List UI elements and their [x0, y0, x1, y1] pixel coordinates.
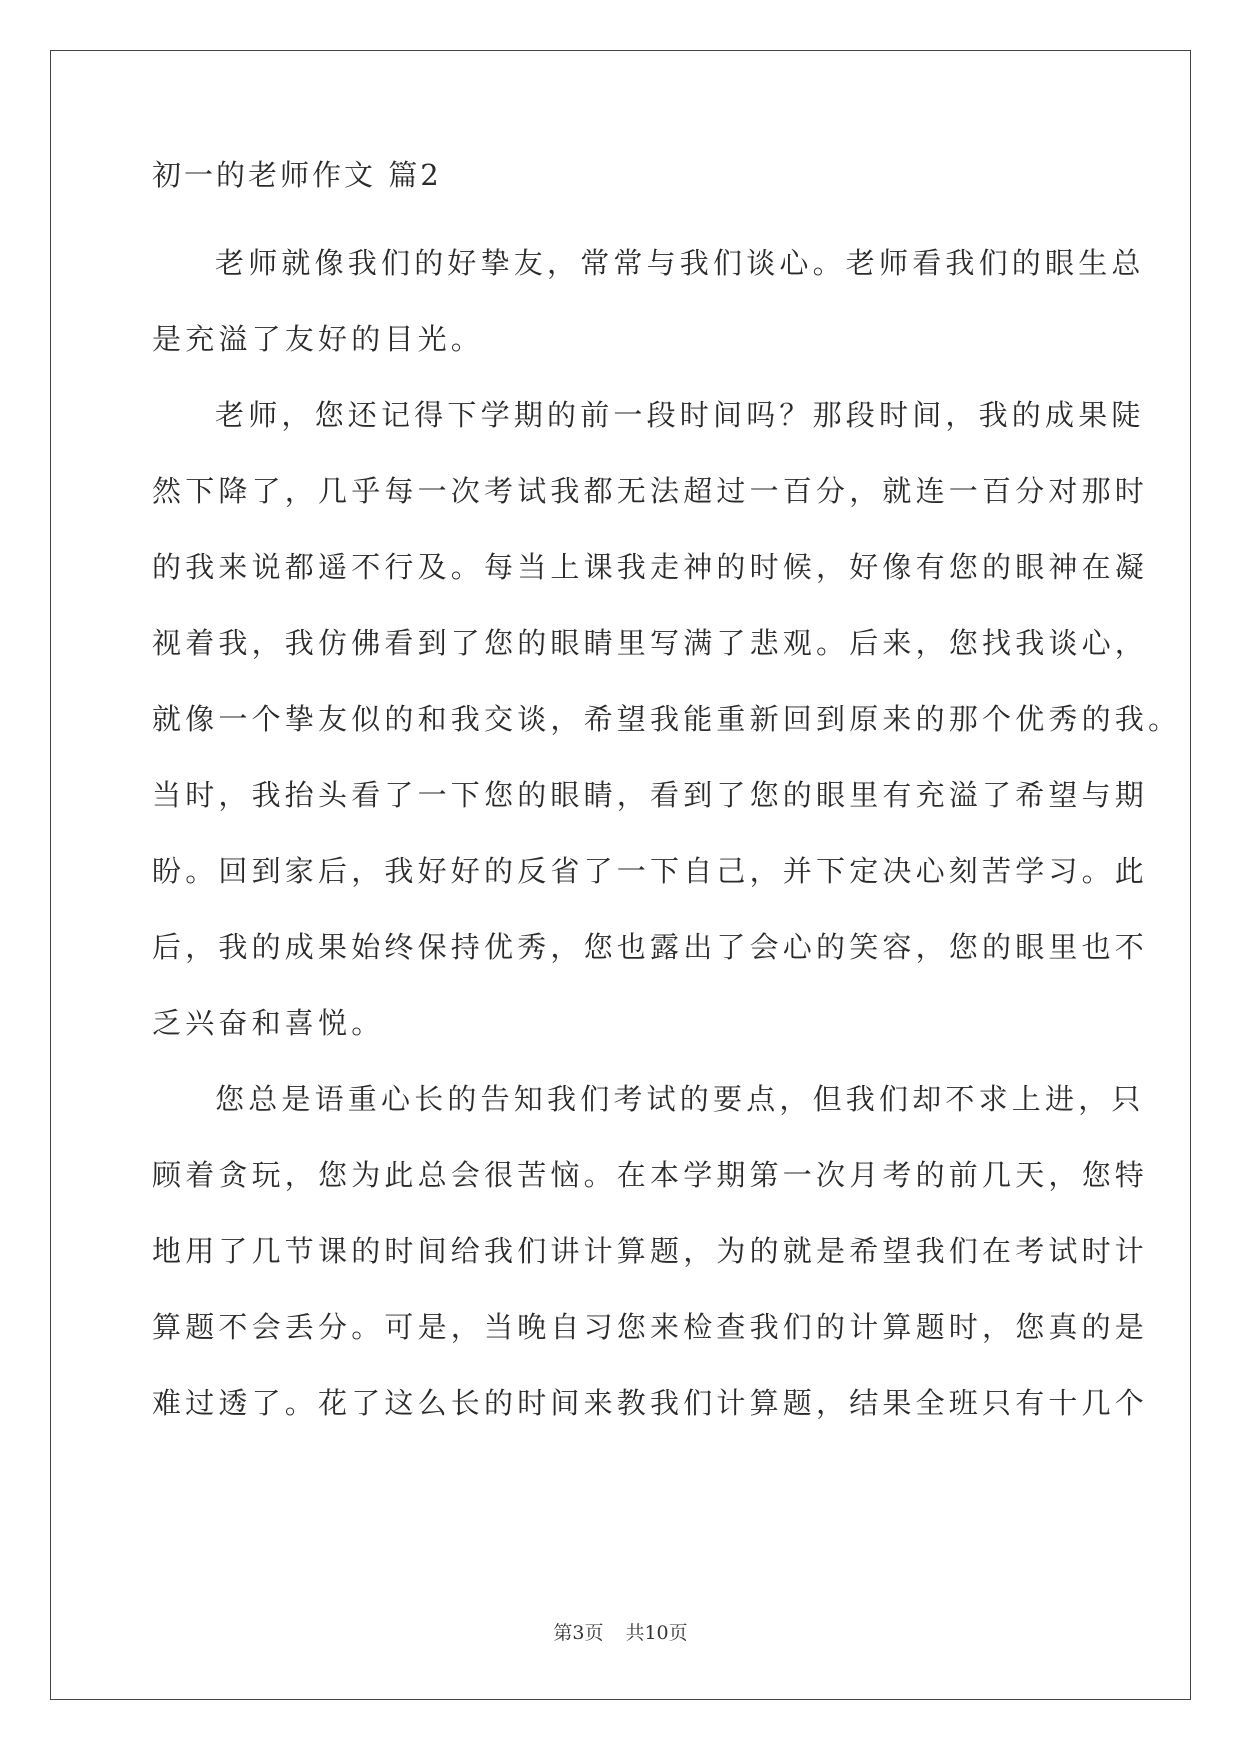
document-body	[152, 155, 1182, 1441]
text-line: 地用了几节课的时间给我们讲计算题，为的就是希望我们在考试时计	[152, 1234, 1149, 1268]
document-heading: 初一的老师作文 篇2	[152, 158, 442, 192]
text-line: 盼。回到家后，我好好的反省了一下自己，并下定决心刻苦学习。此	[152, 854, 1149, 888]
page-footer	[0, 1618, 1241, 1645]
text-line: 当时，我抬头看了一下您的眼睛，看到了您的眼里有充溢了希望与期	[152, 778, 1149, 812]
text-line: 难过透了。花了这么长的时间来教我们计算题，结果全班只有十几个	[152, 1386, 1149, 1420]
paragraph	[152, 1061, 1149, 1441]
paragraph	[152, 377, 1182, 1061]
text-line: 后，我的成果始终保持优秀，您也露出了会心的笑容，您的眼里也不	[152, 930, 1149, 964]
page-total: 共10页	[625, 1622, 688, 1644]
text-line: 顾着贪玩，您为此总会很苦恼。在本学期第一次月考的前几天，您特	[152, 1158, 1149, 1192]
page-number: 第3页	[553, 1622, 604, 1644]
text-line: 老师，您还记得下学期的前一段时间吗？那段时间，我的成果陡	[215, 398, 1145, 432]
text-line: 的我来说都遥不行及。每当上课我走神的时候，好像有您的眼神在凝	[152, 550, 1149, 584]
text-line: 您总是语重心长的告知我们考试的要点，但我们却不求上进，只	[215, 1082, 1145, 1116]
paragraph	[152, 225, 1145, 377]
text-line: 视着我，我仿佛看到了您的眼睛里写满了悲观。后来，您找我谈心，	[152, 626, 1149, 660]
text-line: 就像一个挚友似的和我交谈，希望我能重新回到原来的那个优秀的我。	[152, 702, 1182, 736]
text-line: 老师就像我们的好挚友，常常与我们谈心。老师看我们的眼生总	[215, 246, 1145, 280]
text-line: 算题不会丢分。可是，当晚自习您来检查我们的计算题时，您真的是	[152, 1310, 1149, 1344]
text-line: 是充溢了友好的目光。	[152, 322, 485, 356]
text-line: 乏兴奋和喜悦。	[152, 1006, 385, 1040]
text-line: 然下降了，几乎每一次考试我都无法超过一百分，就连一百分对那时	[152, 474, 1149, 508]
